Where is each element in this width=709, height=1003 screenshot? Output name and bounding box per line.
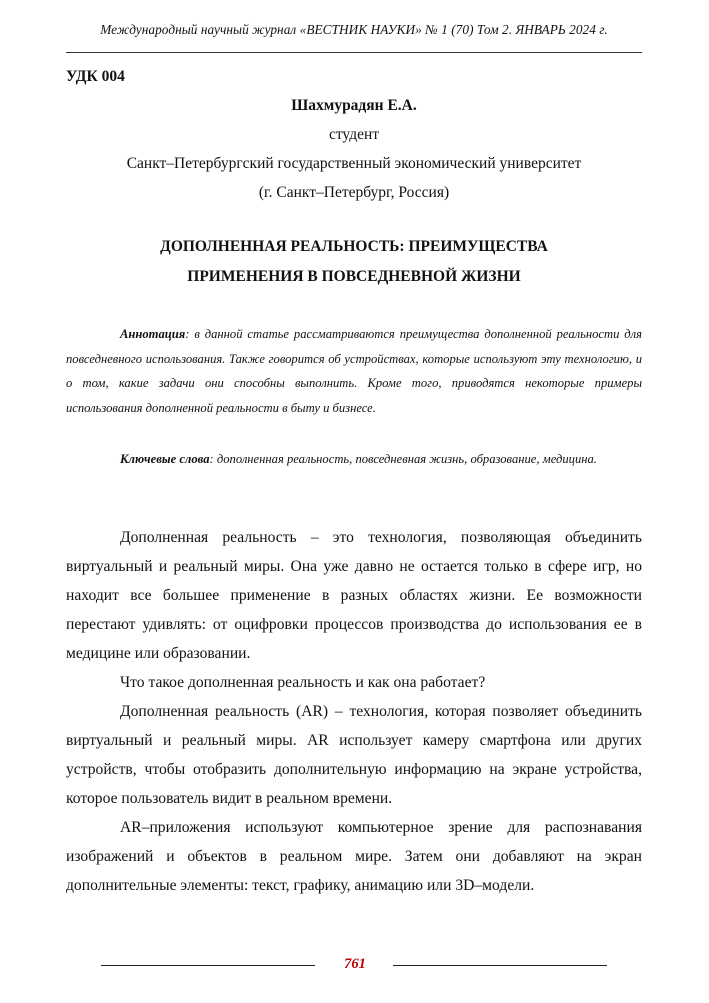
journal-running-header: Международный научный журнал «ВЕСТНИК НАУКИ» № 1 (70) Том 2. ЯНВАРЬ 2024 г. [100, 22, 608, 37]
body-paragraph [66, 697, 642, 813]
author-city: (г. Санкт–Петербург, Россия) [258, 184, 450, 201]
header-divider [66, 52, 642, 53]
article-title-line-1: ДОПОЛНЕННАЯ РЕАЛЬНОСТЬ: ПРЕИМУЩЕСТВА [160, 238, 548, 255]
keywords-text: : дополненная реальность, повседневная жизнь, образование, медицина. [209, 452, 597, 466]
paragraph-text: Дополненная реальность (AR) – технология, которая позволяет объединить виртуальный и реальный миры. AR использует камеру смартфона или других устройств, чтобы отобразить дополнительную информацию на экране устройства, которое пользователь видит в реальном времени. [66, 703, 642, 807]
author-name: Шахмурадян Е.А. [291, 97, 417, 114]
page-number: 761 [344, 956, 366, 972]
body-paragraph [66, 813, 642, 900]
abstract [66, 322, 642, 420]
body-paragraph [66, 668, 642, 697]
author-affiliation: Санкт–Петербургский государственный экономический университет [126, 155, 582, 172]
footer-rule-left [101, 965, 315, 966]
article-title-line-2: ПРИМЕНЕНИЯ В ПОВСЕДНЕВНОЙ ЖИЗНИ [187, 268, 521, 285]
paragraph-text: Дополненная реальность – это технология, позволяющая объединить виртуальный и реальный миры. Она уже давно не остается только в сфере игр, но находит все большее применение в разных областях жизни. Ее возможности перестают удивлять: от оцифровки процессов производства до использования ее в медицине или образовании. [66, 529, 642, 662]
abstract-text: : в данной статье рассматриваются преимущества дополненной реальности для повседневного использования. Также говорится об устройствах, которые используют эту технологию, и о том, какие задачи они способны выполнить. Кроме того, приводятся некоторые примеры использования дополненной реальности в быту и бизнесе. [66, 327, 642, 415]
author-status: студент [328, 126, 380, 143]
body-paragraph [66, 523, 642, 668]
paragraph-text: Что такое дополненная реальность и как она работает? [120, 674, 486, 691]
paragraph-text: AR–приложения используют компьютерное зрение для распознавания изображений и объектов в реальном мире. Затем они добавляют на экран дополнительные элементы: текст, графику, анимацию или 3D–модели. [66, 819, 642, 894]
footer-rule-right [393, 965, 607, 966]
keywords-label: Ключевые слова [120, 452, 210, 466]
abstract-label: Аннотация [120, 327, 186, 341]
keywords [66, 447, 642, 472]
udk-code: УДК 004 [66, 68, 125, 85]
